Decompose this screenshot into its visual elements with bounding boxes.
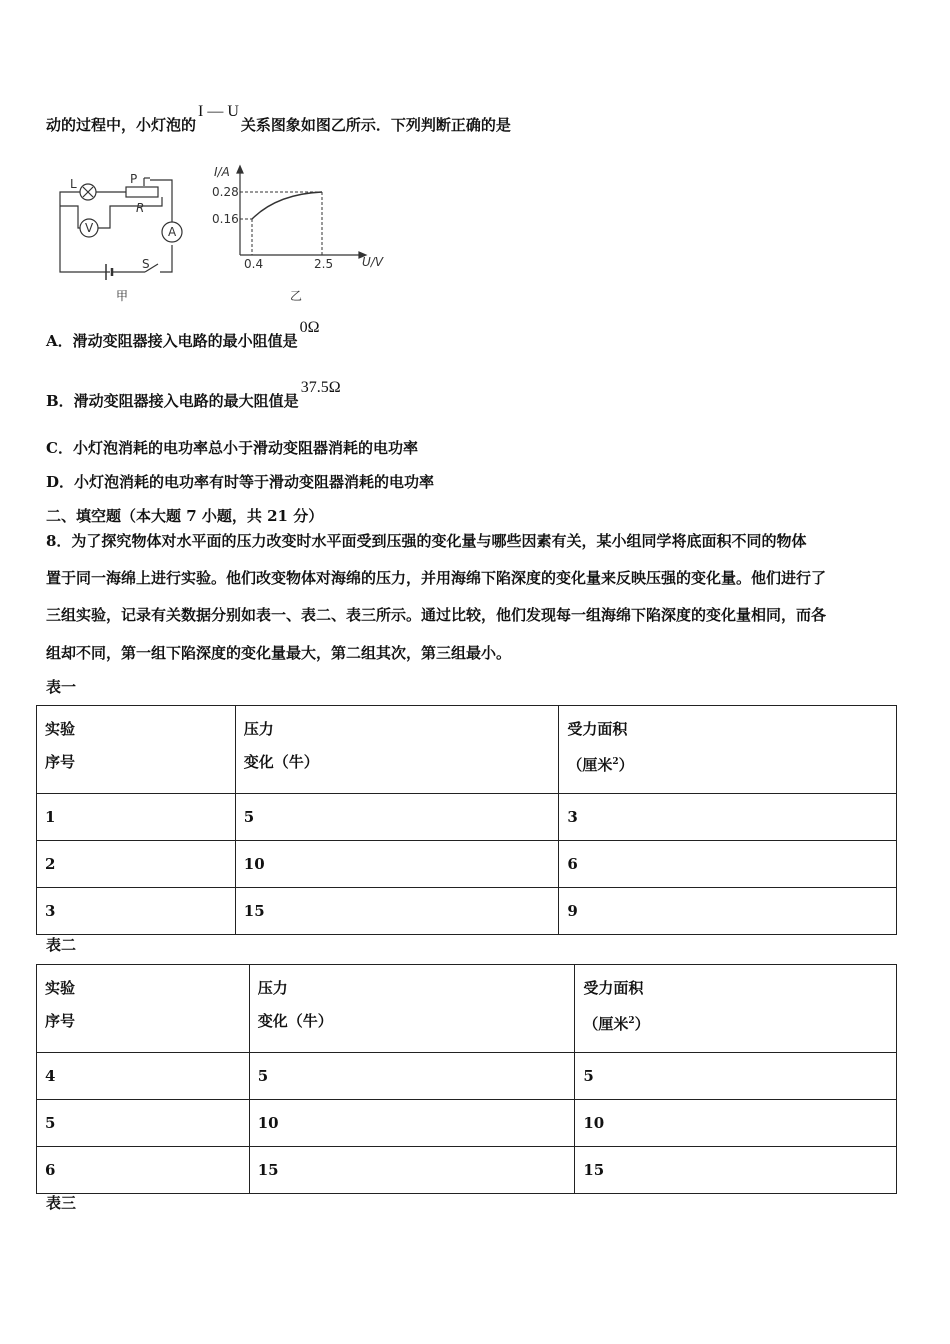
header-sequence: 实验 序号 (37, 965, 250, 1053)
figure (50, 160, 390, 310)
y-tick-label: 0.16 (212, 212, 239, 226)
voltmeter-label: V (85, 221, 94, 235)
table1 (36, 705, 897, 935)
q8-line-2: 置于同一海绵上进行实验。他们改变物体对海绵的压力，并用海绵下陷深度的变化量来反映压强的变化量。他们进行了 (46, 569, 827, 587)
y-axis-arrow (237, 166, 243, 173)
x-axis-label: U/V (362, 255, 384, 269)
table-row: 2 10 6 (37, 841, 897, 888)
table2-title: 表二 (46, 936, 77, 954)
iu-graph (237, 166, 366, 258)
option-a-text: A．滑动变阻器接入电路的最小阻值是 (46, 332, 298, 350)
header-sequence: 实验 序号 (37, 706, 236, 794)
table1-title: 表一 (46, 678, 77, 696)
table-row: 6 15 15 (37, 1147, 897, 1194)
ammeter-label: A (168, 225, 177, 239)
y-tick-label: 0.28 (212, 185, 239, 199)
graph-caption: 乙 (290, 289, 303, 303)
q8-line-4: 组却不同，第一组下陷深度的变化量最大，第二组其次，第三组最小。 (46, 644, 512, 662)
iu-curve (252, 192, 322, 219)
option-d: D．小灯泡消耗的电功率有时等于滑动变阻器消耗的电功率 (46, 473, 435, 491)
option-b (46, 379, 343, 411)
switch-label: S (142, 257, 150, 271)
x-tick-label: 0.4 (244, 257, 264, 271)
option-b-formula: 37.5Ω (300, 379, 341, 396)
intro-prefix: 动的过程中，小灯泡的 (46, 116, 197, 134)
q8-line-3: 三组实验，记录有关数据分别如表一、表二、表三所示。通过比较，他们发现每一组海绵下陷深度的变化量相同，而各 (46, 606, 827, 624)
header-pressure: 压力 变化（牛） (235, 706, 559, 794)
table3-title: 表三 (46, 1194, 77, 1212)
graph-marks (212, 185, 333, 271)
rheostat-symbol (126, 187, 158, 197)
table-row: 3 15 9 (37, 888, 897, 935)
option-a (46, 319, 322, 351)
header-pressure: 压力 变化（牛） (249, 965, 575, 1053)
table-row: 5 10 10 (37, 1100, 897, 1147)
table1-header (37, 706, 897, 794)
table2-header (37, 965, 897, 1053)
q8-line-1: 8．为了探究物体对水平面的压力改变时水平面受到压强的变化量与哪些因素有关，某小组同学将底面积不同的物体 (46, 532, 807, 550)
lamp-label: L (70, 177, 77, 191)
table2 (36, 964, 897, 1194)
option-b-text: B．滑动变阻器接入电路的最大阻值是 (46, 392, 299, 410)
rheostat-label: R (136, 201, 145, 215)
section-title: 二、填空题（本大题 7 小题，共 21 分） (46, 507, 324, 525)
intro-suffix: 关系图象如图乙所示．下列判断正确的是 (240, 116, 511, 134)
slider-label: P (130, 172, 138, 186)
intro-line (46, 103, 511, 135)
header-area: 受力面积 （厘米$^2$） (575, 965, 897, 1053)
circuit-caption: 甲 (116, 289, 129, 303)
circuit-diagram (60, 178, 182, 280)
y-axis-label: I/A (214, 165, 230, 179)
table-row: 4 5 5 (37, 1053, 897, 1100)
iu-formula: I — U (198, 103, 239, 120)
table-row: 1 5 3 (37, 794, 897, 841)
option-c: C．小灯泡消耗的电功率总小于滑动变阻器消耗的电功率 (46, 439, 418, 457)
x-tick-label: 2.5 (314, 257, 334, 271)
header-area: 受力面积 （厘米$^2$） (559, 706, 897, 794)
option-a-formula: 0Ω (299, 319, 320, 336)
